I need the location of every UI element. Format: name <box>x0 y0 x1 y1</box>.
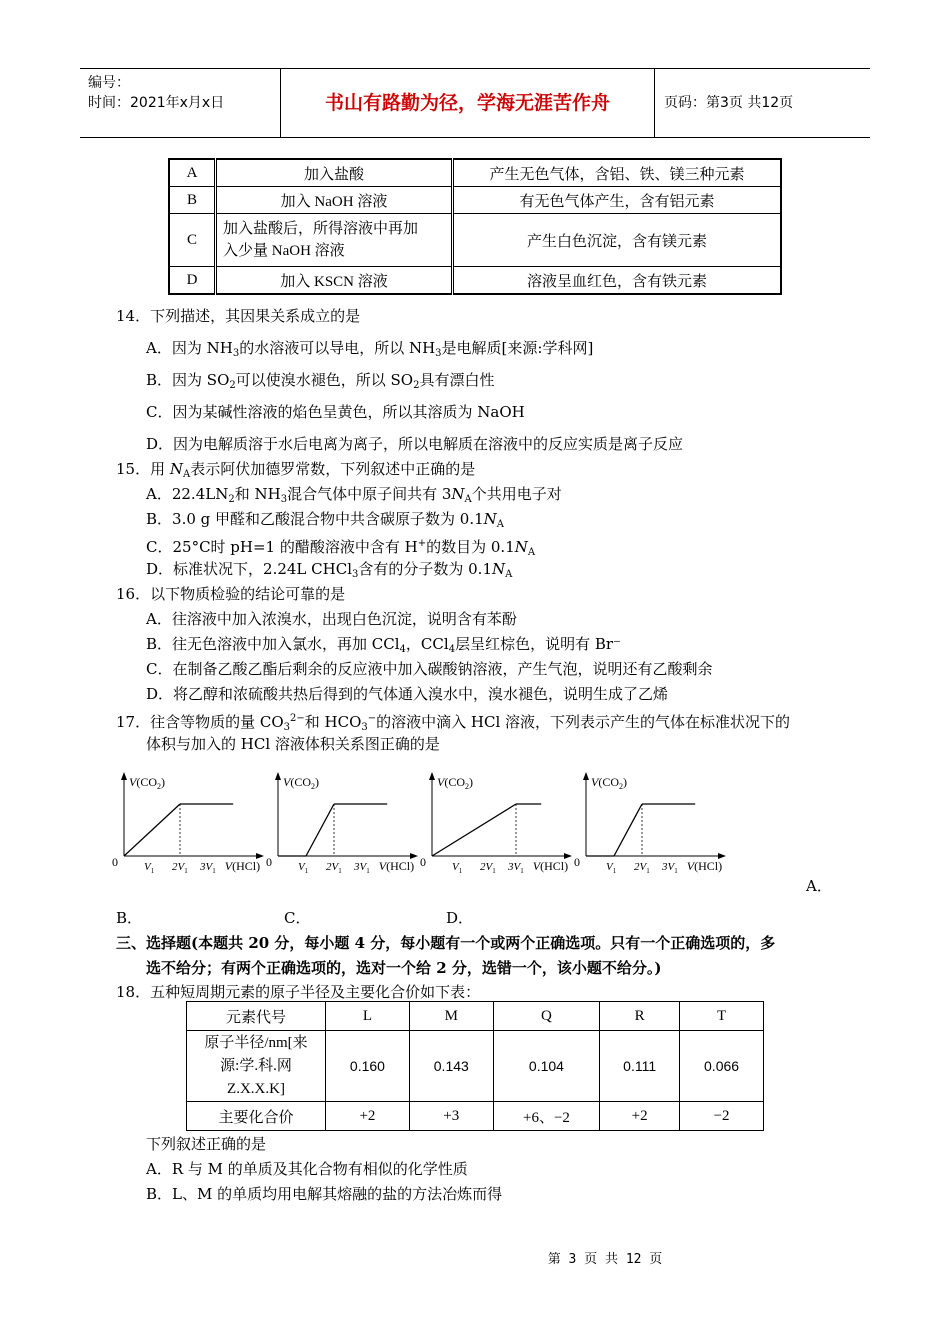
option-label-d: D． <box>446 909 474 927</box>
label-part: 2V <box>172 861 185 873</box>
text: B．因为 SO <box>146 371 230 389</box>
curve-rise-segment <box>124 804 180 856</box>
table-cell: +2 <box>600 1102 680 1131</box>
question-stem: 14．下列描述，其因果关系成立的是 <box>116 307 361 325</box>
label-part: (HCl) <box>694 859 723 873</box>
text: N <box>492 560 506 578</box>
graph-option-1 <box>112 766 272 881</box>
text: 的溶液中滴入 HCl 溶液，下列表示产生的气体在标准状况下的 <box>376 713 791 731</box>
label-part: V <box>378 859 387 873</box>
label-part: (HCl) <box>386 859 415 873</box>
text: D．标准状况下，2.24L CHCl <box>146 560 352 578</box>
option-b: B．L、M 的单质均用电解其熔融的盐的方法冶炼而得 <box>146 1185 503 1203</box>
table-row <box>169 214 781 267</box>
text: 具有漂白性 <box>419 371 495 389</box>
cell-line: Z.X.X.K] <box>227 1080 285 1097</box>
text: B．3.0 g 甲醛和乙酸混合物中共含碳原子数为 0.1 <box>146 510 484 528</box>
graph-option-2 <box>266 766 426 881</box>
x-tick-label <box>661 861 678 875</box>
label-part: 1 <box>612 867 617 875</box>
text: 17．往含等物质的量 CO <box>116 713 284 731</box>
label-part: 1 <box>520 867 524 875</box>
y-axis-label <box>437 775 473 791</box>
label-part: V <box>129 775 137 789</box>
text: 个共用电子对 <box>471 485 562 503</box>
table-cell: 0.104 <box>493 1031 599 1102</box>
x-tick-label <box>480 861 496 875</box>
label-part: V <box>144 861 151 873</box>
option-a <box>146 484 562 510</box>
label-part: 2V <box>480 861 493 873</box>
y-axis-label <box>283 775 319 791</box>
table-cell: +3 <box>409 1102 493 1131</box>
option-label-b: B． <box>116 909 143 927</box>
label-part: 1 <box>212 867 216 875</box>
subscript: 4 <box>448 644 456 655</box>
table-cell: L <box>326 1002 410 1031</box>
label-part: V <box>452 861 459 873</box>
text: A．因为 NH <box>146 339 233 357</box>
question-stem-line2: 体积与加入的 HCl 溶液体积关系图正确的是 <box>146 735 440 753</box>
cell-line: 加入盐酸后，所得溶液中再加 <box>223 221 419 237</box>
subscript: A <box>182 469 191 480</box>
subscript: A <box>464 494 472 505</box>
text: 的水溶液可以导电，所以 NH <box>239 339 436 357</box>
table-cell: 元素代号 <box>187 1002 326 1031</box>
curve-rise-segment <box>614 804 642 856</box>
subscript: 3 <box>283 722 291 733</box>
curve-rise-segment <box>432 804 516 856</box>
origin-label: 0 <box>112 855 118 869</box>
table-cell: 主要化合价 <box>187 1102 326 1131</box>
subscript: A <box>496 519 505 530</box>
subscript: 2 <box>413 380 420 391</box>
cell-line: 入少量 NaOH 溶液 <box>223 243 345 259</box>
label-part: 1 <box>458 867 463 875</box>
text: 15．用 <box>116 460 170 478</box>
label-part: 2 <box>465 782 470 791</box>
label-part: V <box>591 775 599 789</box>
text: 是电解质[来源:学科网] <box>441 339 594 357</box>
y-axis-arrow <box>121 772 127 780</box>
label-part: V <box>283 775 291 789</box>
label-part: (CO <box>290 775 312 789</box>
table-cell: 0.066 <box>680 1031 764 1102</box>
table-cell: +2 <box>326 1102 410 1131</box>
table-cell: 产生白色沉淀，含有镁元素 <box>453 214 782 267</box>
label-part: V <box>686 859 695 873</box>
option-a: A．往溶液中加入浓溴水，出现白色沉淀，说明含有苯酚 <box>146 610 517 628</box>
curve-rise-segment <box>306 804 334 856</box>
x-axis-label <box>533 859 568 873</box>
header-page: 页码：第3页 共12页 <box>664 95 794 111</box>
table-cell: +6、−2 <box>493 1102 599 1131</box>
option-a <box>146 338 593 364</box>
subscript: 3 <box>361 722 368 733</box>
text: N <box>483 510 497 528</box>
label-part: 2V <box>326 861 339 873</box>
x-tick-label <box>353 861 370 875</box>
text: B．往无色溶液中加入氯水，再加 CCl <box>146 635 400 653</box>
text: A．22.4LN <box>146 485 229 503</box>
text: 的数目为 0.1 <box>426 538 515 556</box>
cell-line: 原子半径/nm[来 <box>204 1034 308 1051</box>
label-part: (CO <box>136 775 158 789</box>
label-part: ) <box>315 775 320 789</box>
label-part: ) <box>469 775 474 789</box>
graph-option-4 <box>574 766 734 881</box>
table-cell: 0.160 <box>326 1031 410 1102</box>
label-part: V <box>437 775 445 789</box>
origin-label: 0 <box>266 855 272 869</box>
table-cell: A <box>169 159 216 187</box>
label-part: V <box>606 861 613 873</box>
question-stem: 16．以下物质检验的结论可靠的是 <box>116 585 346 603</box>
x-tick-label <box>452 861 463 875</box>
header-date: 时间：2021年x月x日 <box>88 95 225 111</box>
text: ，CCl <box>405 635 449 653</box>
x-tick-label <box>606 861 617 875</box>
label-part: 2 <box>619 782 624 791</box>
label-part: ) <box>623 775 628 789</box>
subscript: 3 <box>352 569 359 580</box>
text: 含有的分子数为 0.1 <box>358 560 492 578</box>
question-stem <box>116 459 475 485</box>
table-cell: 溶液呈血红色，含有铁元素 <box>453 267 782 295</box>
table-cell: −2 <box>680 1102 764 1131</box>
text: 和 HCO <box>304 713 362 731</box>
option-d: D．因为电解质溶于水后电离为离子，所以电解质在溶液中的反应实质是离子反应 <box>146 435 684 453</box>
table-cell <box>187 1031 326 1102</box>
table-row <box>169 187 781 214</box>
table-cell: M <box>409 1002 493 1031</box>
label-part: 1 <box>338 867 342 875</box>
option-b <box>146 370 494 396</box>
label-part: 3V <box>662 861 675 873</box>
element-table <box>186 1001 764 1131</box>
text: C．25°C时 pH=1 的醋酸溶液中含有 H <box>146 538 418 556</box>
table-row <box>187 1031 764 1102</box>
x-tick-label <box>199 861 216 875</box>
table-cell: 0.143 <box>409 1031 493 1102</box>
text: 表示阿伏加德罗常数，下列叙述中正确的是 <box>190 460 476 478</box>
label-part: 3V <box>200 861 213 873</box>
label-part: V <box>224 859 233 873</box>
header-number: 编号： <box>88 75 130 91</box>
table-row <box>169 267 781 295</box>
option-d: D．将乙醇和浓硫酸共热后得到的气体通入溴水中，溴水褪色，说明生成了乙烯 <box>146 685 669 703</box>
text: N <box>451 485 465 503</box>
table-cell: 加入 KSCN 溶液 <box>216 267 453 295</box>
subscript: A <box>505 569 513 580</box>
text: 混合气体中原子间共有 3 <box>287 485 452 503</box>
label-part: 1 <box>492 867 496 875</box>
option-label-c: C． <box>284 909 311 927</box>
test-table <box>168 158 782 295</box>
subscript: 3 <box>232 348 240 359</box>
label-part: V <box>298 861 305 873</box>
option-c: C．在制备乙酸乙酯后剩余的反应液中加入碳酸钠溶液，产生气泡，说明还有乙酸剩余 <box>146 660 713 678</box>
subscript: 4 <box>399 644 406 655</box>
question-stem: 18．五种短周期元素的原子半径及主要化合价如下表： <box>116 983 481 1001</box>
superscript: 2− <box>290 713 305 724</box>
label-part: (CO <box>444 775 466 789</box>
table-cell: T <box>680 1002 764 1031</box>
y-axis-arrow <box>429 772 435 780</box>
label-part: (HCl) <box>540 859 569 873</box>
subscript: 3 <box>280 494 288 505</box>
origin-label: 0 <box>574 855 580 869</box>
x-axis-label <box>687 859 722 873</box>
option-d <box>146 559 512 585</box>
table-cell: R <box>600 1002 680 1031</box>
label-part: 1 <box>366 867 370 875</box>
question-followup: 下列叙述正确的是 <box>146 1135 267 1153</box>
table-cell: 有无色气体产生，含有铝元素 <box>453 187 782 214</box>
header-info <box>80 69 281 137</box>
text: N <box>514 538 528 556</box>
page-header <box>80 68 870 138</box>
option-b <box>146 634 621 660</box>
superscript: − <box>367 713 377 724</box>
page-footer: 第 3 页 共 12 页 <box>547 1252 663 1267</box>
label-part: (HCl) <box>232 859 261 873</box>
option-label-a: A． <box>806 877 832 895</box>
subscript: 2 <box>229 380 236 391</box>
table-header-row <box>187 1002 764 1031</box>
x-tick-label <box>634 861 650 875</box>
label-part: 2V <box>634 861 647 873</box>
graph-option-3 <box>420 766 580 881</box>
label-part: (CO <box>598 775 620 789</box>
table-cell: 加入 NaOH 溶液 <box>216 187 453 214</box>
y-axis-arrow <box>275 772 281 780</box>
text: 可以使溴水褪色，所以 SO <box>235 371 414 389</box>
table-cell: B <box>169 187 216 214</box>
label-part: 3V <box>508 861 521 873</box>
y-axis-label <box>129 775 165 791</box>
subscript: 3 <box>435 348 442 359</box>
text: 和 NH <box>234 485 281 503</box>
section-heading-line2: 选不给分；有两个正确选项的，选对一个给 2 分，选错一个，该小题不给分。) <box>146 959 662 977</box>
superscript: + <box>417 538 427 549</box>
label-part: 1 <box>304 867 309 875</box>
table-cell <box>216 214 453 267</box>
cell-line: 源:学.科.网 <box>220 1057 292 1074</box>
table-cell: D <box>169 267 216 295</box>
option-a: A．R 与 M 的单质及其化合物有相似的化学性质 <box>146 1160 468 1178</box>
x-tick-label <box>507 861 524 875</box>
table-cell: Q <box>493 1002 599 1031</box>
table-row <box>169 159 781 187</box>
label-part: 1 <box>150 867 155 875</box>
subscript: 2 <box>228 494 235 505</box>
y-axis-arrow <box>583 772 589 780</box>
table-cell: C <box>169 214 216 267</box>
subscript: A <box>527 547 536 558</box>
label-part: 1 <box>674 867 678 875</box>
label-part: 1 <box>184 867 188 875</box>
table-cell: 产生无色气体，含铝、铁、镁三种元素 <box>453 159 782 187</box>
x-axis-label <box>379 859 414 873</box>
x-tick-label <box>326 861 342 875</box>
label-part: 2 <box>311 782 316 791</box>
label-part: V <box>532 859 541 873</box>
label-part: 3V <box>354 861 367 873</box>
label-part: ) <box>161 775 166 789</box>
x-tick-label <box>298 861 309 875</box>
text: 层呈红棕色，说明有 Br⁻ <box>455 635 621 653</box>
option-b <box>146 509 504 535</box>
text: N <box>169 460 183 478</box>
table-cell: 加入盐酸 <box>216 159 453 187</box>
label-part: 2 <box>157 782 162 791</box>
x-axis-label <box>225 859 260 873</box>
option-c: C．因为某碱性溶液的焰色呈黄色，所以其溶质为 NaOH <box>146 403 525 421</box>
header-motto: 书山有路勤为径，学海无涯苦作舟 <box>281 69 655 137</box>
table-row <box>187 1102 764 1131</box>
origin-label: 0 <box>420 855 426 869</box>
table-cell: 0.111 <box>600 1031 680 1102</box>
section-heading: 三、选择题(本题共 20 分，每小题 4 分，每小题有一个或两个正确选项。只有一个正确选项的，多 <box>116 934 776 952</box>
y-axis-label <box>591 775 627 791</box>
x-tick-label <box>172 861 188 875</box>
x-tick-label <box>144 861 155 875</box>
label-part: 1 <box>646 867 650 875</box>
